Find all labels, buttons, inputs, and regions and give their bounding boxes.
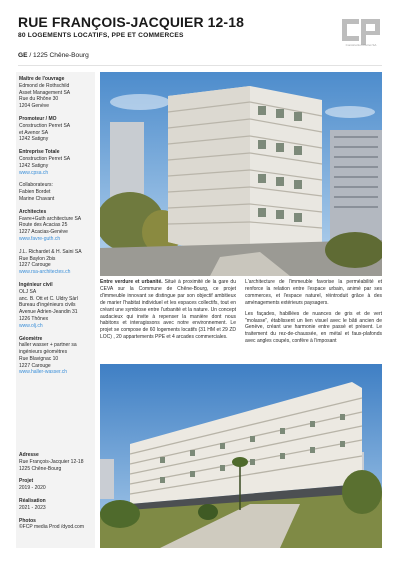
credit-line: 1226 Thônex bbox=[19, 315, 49, 322]
credit-line: Fabien Bordet bbox=[19, 189, 51, 196]
body-text-column-2 bbox=[245, 279, 382, 349]
credit-line: Asset Management SA bbox=[19, 89, 71, 96]
location-text: / 1225 Chêne-Bourg bbox=[27, 52, 89, 59]
credit-line: Bureau d'ingénieurs civils bbox=[19, 302, 76, 309]
credits-bottom bbox=[19, 452, 95, 531]
credit-line: Rue François-Jacquier 12-18 bbox=[19, 458, 84, 465]
credit-line: 1204 Genève bbox=[19, 103, 50, 110]
credit-line: Edmond de Rothschild bbox=[19, 82, 70, 89]
location-code: GE bbox=[18, 52, 28, 59]
credit-line: J.L. Richardet & H. Saini SA bbox=[19, 248, 82, 255]
credit-heading: Géomètre bbox=[19, 335, 43, 342]
credit-line: haller wasser + partner sa bbox=[19, 342, 77, 349]
credit-heading: Adresse bbox=[19, 452, 39, 458]
credit-line: Rue du Rhône 30 bbox=[19, 96, 59, 103]
lead-heading: Entre verdure et urbanité. bbox=[100, 279, 163, 285]
credit-line: Construction Perret SA bbox=[19, 122, 71, 129]
credit-heading: Projet bbox=[19, 478, 34, 485]
credit-heading: Ingénieur civil bbox=[19, 281, 53, 288]
credit-line: Route des Acacias 25 bbox=[19, 222, 68, 229]
credit-line: anc. B. Ott et C. Uldry Sàrl bbox=[19, 295, 78, 302]
credit-line: Collaborateurs: bbox=[19, 182, 53, 189]
body-paragraph: L'architecture de l'immeuble favorise la perméabilité et renforce la relation entre l'espace urbain, animé par ses commerces, et l'espace naturel, réintroduit grâce à des aménagements extérieurs paysagers. bbox=[245, 279, 382, 306]
body-text-column-1 bbox=[100, 279, 236, 345]
website-link[interactable]: www.favre-guth.ch bbox=[19, 235, 61, 242]
credit-heading: Promoteur / MO bbox=[19, 115, 57, 122]
credit-heading: Photos bbox=[19, 517, 36, 524]
credit-line: 1227 Carouge bbox=[19, 262, 51, 269]
credit-line: Favre+Guth architecture SA bbox=[19, 215, 82, 222]
credits-top bbox=[19, 76, 95, 376]
credit-line: ingénieurs géomètres bbox=[19, 349, 68, 356]
website-link[interactable]: www.cpsa.ch bbox=[19, 169, 49, 176]
header-rule bbox=[18, 65, 382, 66]
body-paragraph: Situé à proximité de la gare du CEVA sur la Commune de Chêne-Bourg, ce projet d'immeuble innovant se distingue par son objectif ambitieux de marier l'habitat individuel et les espaces collectifs, tout en créant une symbiose entre l'urbanité et la nature. Un concept audacieux qui invite à repenser la manière dont nous habitons et interagissons avec notre environnement. Le projet se compose de 60 logements locatifs (31 HM et 29 ZD LOC) , 20 appartements PPE et 4 arcades commerciales. bbox=[100, 279, 236, 341]
credit-heading: Maître de l'ouvrage bbox=[19, 76, 65, 82]
credit-line: Construction Perret SA bbox=[19, 155, 71, 162]
location-line bbox=[18, 52, 89, 59]
credit-line: 1227 Acacias-Genève bbox=[19, 229, 68, 236]
logo-caption: Construction Perret SA bbox=[345, 43, 377, 47]
company-logo bbox=[341, 18, 381, 46]
credit-line: Marine Chavant bbox=[19, 195, 55, 202]
credit-heading: Architectes bbox=[19, 208, 47, 215]
page-subtitle: 80 LOGEMENTS LOCATIFS, PPE ET COMMERCES bbox=[18, 32, 184, 39]
credit-line: ©FCP media Prod /dyod.com bbox=[19, 524, 85, 531]
building-photo-street bbox=[100, 72, 382, 276]
page-title: RUE FRANÇOIS-JACQUIER 12-18 bbox=[18, 14, 244, 30]
credit-line: OLJ SA bbox=[19, 288, 37, 295]
credit-line: 1225 Chêne-Bourg bbox=[19, 465, 62, 472]
credit-line: 1242 Satigny bbox=[19, 162, 49, 169]
credit-line: Rue Blavignac 10 bbox=[19, 355, 59, 362]
credit-line: 2021 - 2023 bbox=[19, 504, 46, 511]
credit-heading: Réalisation bbox=[19, 497, 46, 504]
website-link[interactable]: www.haller-wasser.ch bbox=[19, 369, 68, 376]
body-paragraph: Les façades, habillées de nuances de gris et de vert "molasse", établissent un lien visuel avec le bâti ancien de Genève, créant une harmonie entre passé et présent. Le traitement du rez-de-chaussée, en métal et faux-plafonds avec angles coupés, confère à l'imposant bbox=[245, 310, 382, 345]
building-photo-courtyard bbox=[100, 364, 382, 548]
credit-line: 1242 Satigny bbox=[19, 136, 49, 143]
credit-line: 2019 - 2020 bbox=[19, 485, 46, 492]
credit-line: 1227 Carouge bbox=[19, 362, 51, 369]
website-link[interactable]: www.olj.ch bbox=[19, 322, 43, 329]
website-link[interactable]: www.rsa-architectes.ch bbox=[19, 269, 71, 276]
credits-sidebar bbox=[16, 72, 95, 548]
credit-heading: Entreprise Totale bbox=[19, 149, 60, 156]
credit-line: et Avenor SA bbox=[19, 129, 49, 136]
credit-line: Rue Baylon 2bis bbox=[19, 255, 56, 262]
credit-line: Avenue Adrien-Jeandin 31 bbox=[19, 309, 78, 316]
